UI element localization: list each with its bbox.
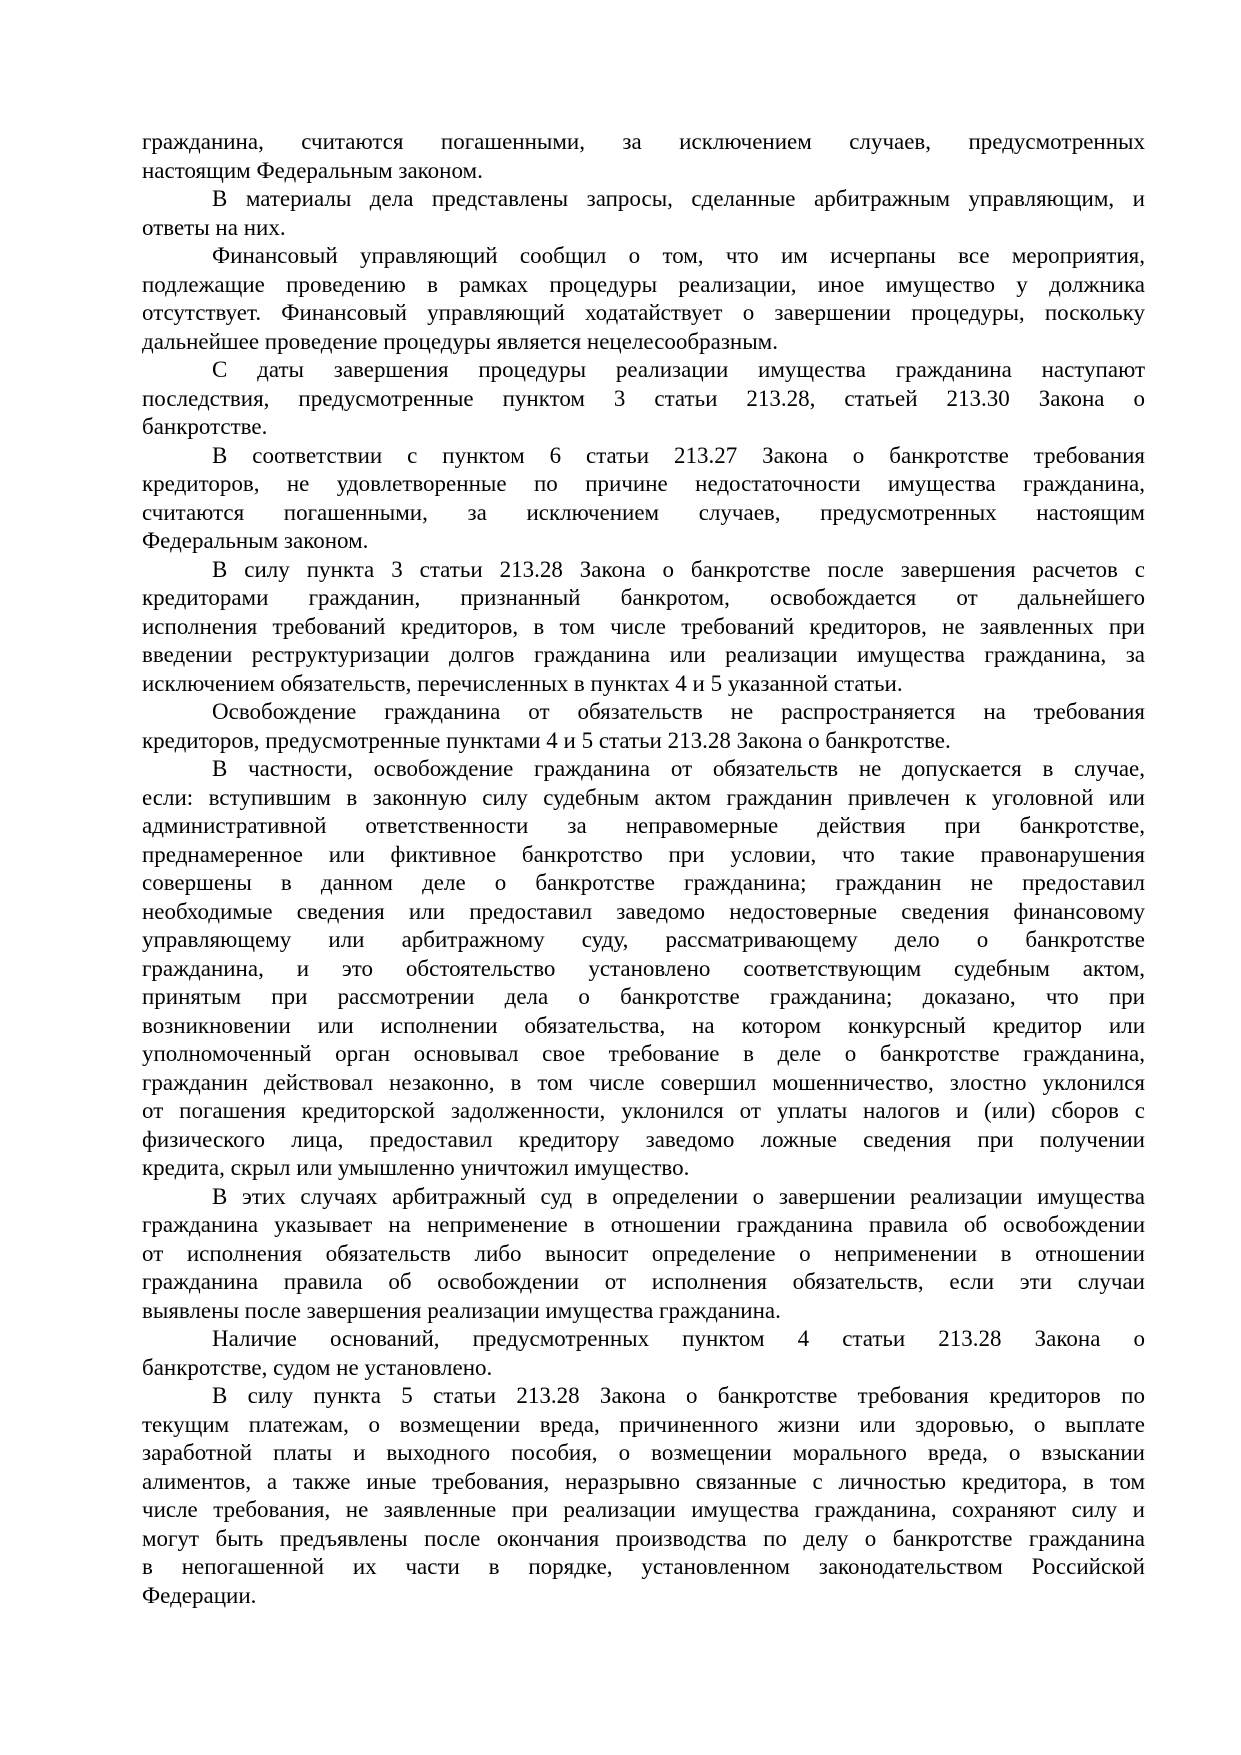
text-line: гражданина указывает на неприменение в отношении гражданина правила об освобождении	[142, 1212, 1145, 1237]
text-line: В материалы дела представлены запросы, сделанные арбитражным управляющим, и	[212, 186, 1145, 211]
text-line: последствия, предусмотренные пунктом 3 статьи 213.28, статьей 213.30 Закона о	[142, 385, 1145, 411]
paragraph	[142, 698, 1145, 755]
text-line: кредиторов, предусмотренные пунктами 4 и 5 статьи 213.28 Закона о банкротстве.	[142, 727, 951, 753]
text-line: В силу пункта 3 статьи 213.28 Закона о банкротстве после завершения расчетов с	[212, 556, 1145, 582]
text-line: от исполнения обязательств либо выносит определение о неприменении в отношении	[142, 1240, 1145, 1266]
text-line: в непогашенной их части в порядке, установленном законодательством Российской	[142, 1554, 1145, 1579]
text-line: гражданин действовал незаконно, в том числе совершил мошенничество, злостно уклонился	[142, 1069, 1145, 1095]
paragraph	[142, 755, 1145, 1183]
text-line: от погашения кредиторской задолженности, уклонился от уплаты налогов и (или) сборов с	[142, 1098, 1145, 1123]
document-text-block	[142, 128, 1145, 1610]
text-line: В соответствии с пунктом 6 статьи 213.27 Закона о банкротстве требования	[212, 442, 1145, 468]
text-line: подлежащие проведению в рамках процедуры реализации, иное имущество у должника	[142, 271, 1145, 297]
text-line: Федеральным законом.	[142, 528, 369, 553]
text-line: заработной платы и выходного пособия, о возмещении морального вреда, о взыскании	[142, 1440, 1145, 1465]
text-line: алиментов, а также иные требования, неразрывно связанные с личностью кредитора, в том	[142, 1468, 1145, 1494]
paragraph	[142, 185, 1145, 242]
text-line: числе требования, не заявленные при реализации имущества гражданина, сохраняют силу и	[142, 1497, 1145, 1522]
text-line: кредиторами гражданин, признанный банкротом, освобождается от дальнейшего	[142, 585, 1145, 610]
text-line: преднамеренное или фиктивное банкротство при условии, что такие правонарушения	[142, 841, 1145, 867]
paragraph	[142, 1183, 1145, 1326]
text-line: гражданина правила об освобождении от исполнения обязательств, если эти случаи	[142, 1269, 1145, 1294]
text-line: дальнейшее проведение процедуры является нецелесообразным.	[142, 328, 778, 354]
text-line: выявлены после завершения реализации имущества гражданина.	[142, 1297, 781, 1323]
text-line: исключением обязательств, перечисленных в пунктах 4 и 5 указанной статьи.	[142, 670, 903, 696]
text-line: считаются погашенными, за исключением случаев, предусмотренных настоящим	[142, 499, 1145, 525]
text-line: отсутствует. Финансовый управляющий ходатайствует о завершении процедуры, поскольку	[142, 300, 1145, 325]
text-line: возникновении или исполнении обязательства, на котором конкурсный кредитор или	[142, 1012, 1145, 1038]
text-line: банкротстве.	[142, 414, 268, 439]
text-line: совершены в данном деле о банкротстве гражданина; гражданин не предоставил	[142, 870, 1145, 895]
text-line: уполномоченный орган основывал свое требование в деле о банкротстве гражданина,	[142, 1041, 1145, 1066]
text-line: управляющему или арбитражному суду, рассматривающему дело о банкротстве	[142, 927, 1145, 952]
text-line: В этих случаях арбитражный суд в определении о завершении реализации имущества	[212, 1183, 1145, 1209]
paragraph	[142, 128, 1145, 185]
text-line: Финансовый управляющий сообщил о том, что им исчерпаны все мероприятия,	[212, 243, 1145, 268]
text-line: кредита, скрыл или умышленно уничтожил имущество.	[142, 1155, 690, 1180]
text-line: Наличие оснований, предусмотренных пунктом 4 статьи 213.28 Закона о	[212, 1326, 1145, 1351]
text-line: если: вступившим в законную силу судебным актом гражданин привлечен к уголовной или	[142, 784, 1145, 810]
text-line: могут быть предъявлены после окончания производства по делу о банкротстве гражданина	[142, 1525, 1145, 1551]
text-line: необходимые сведения или предоставил заведомо недостоверные сведения финансовому	[142, 898, 1145, 924]
text-line: административной ответственности за неправомерные действия при банкротстве,	[142, 813, 1145, 838]
paragraph	[142, 442, 1145, 556]
text-line: текущим платежам, о возмещении вреда, причиненного жизни или здоровью, о выплате	[142, 1411, 1145, 1437]
paragraph	[142, 1382, 1145, 1610]
text-line: введении реструктуризации долгов гражданина или реализации имущества гражданина, за	[142, 642, 1145, 667]
text-line: гражданина, считаются погашенными, за исключением случаев, предусмотренных	[142, 129, 1145, 154]
text-line: ответы на них.	[142, 214, 286, 240]
text-line: Освобождение гражданина от обязательств не распространяется на требования	[212, 699, 1145, 724]
paragraph	[142, 242, 1145, 356]
text-line: гражданина, и это обстоятельство установлено соответствующим судебным актом,	[142, 955, 1145, 981]
paragraph	[142, 1325, 1145, 1382]
text-line: В частности, освобождение гражданина от обязательств не допускается в случае,	[212, 756, 1145, 781]
text-line: С даты завершения процедуры реализации имущества гражданина наступают	[212, 357, 1145, 382]
text-line: кредиторов, не удовлетворенные по причине недостаточности имущества гражданина,	[142, 471, 1145, 496]
text-line: В силу пункта 5 статьи 213.28 Закона о банкротстве требования кредиторов по	[212, 1383, 1145, 1408]
text-line: Федерации.	[142, 1582, 257, 1608]
text-line: настоящим Федеральным законом.	[142, 157, 483, 183]
paragraph	[142, 356, 1145, 442]
text-line: исполнения требований кредиторов, в том числе требований кредиторов, не заявленных при	[142, 613, 1145, 639]
paragraph	[142, 556, 1145, 699]
text-line: банкротстве, судом не установлено.	[142, 1354, 493, 1380]
text-line: принятым при рассмотрении дела о банкротстве гражданина; доказано, что при	[142, 984, 1145, 1009]
text-line: физического лица, предоставил кредитору заведомо ложные сведения при получении	[142, 1126, 1145, 1152]
